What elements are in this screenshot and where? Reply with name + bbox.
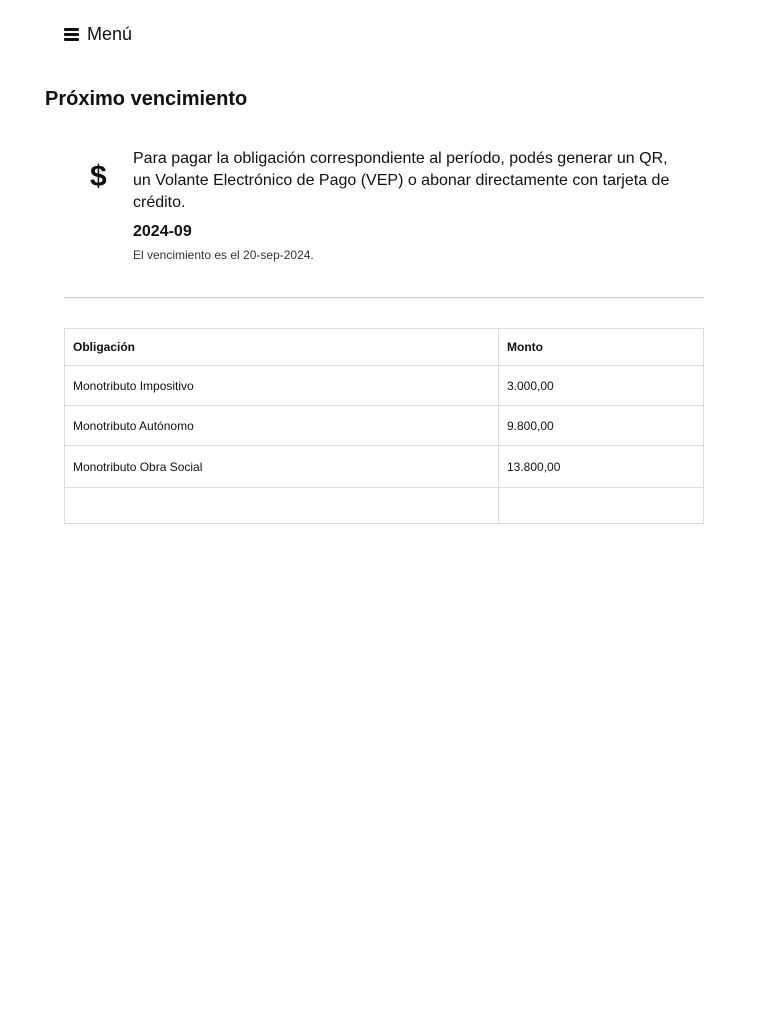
- table-row: [65, 366, 704, 406]
- table-row: [65, 406, 704, 446]
- due-date-text: El vencimiento es el 20-sep-2024.: [133, 248, 314, 262]
- page-title: Próximo vencimiento: [45, 88, 248, 110]
- menu-label: Menú: [87, 23, 133, 44]
- column-header-obligacion: Obligación: [65, 329, 499, 366]
- menu-button[interactable]: [64, 22, 132, 46]
- amount-cell: 13.800,00: [499, 446, 704, 488]
- obligation-cell: Monotributo Obra Social: [65, 446, 499, 488]
- obligations-table: [64, 328, 704, 524]
- amount-cell: 3.000,00: [499, 366, 704, 406]
- table-row: [65, 446, 704, 488]
- payment-info-text: [133, 148, 670, 263]
- table-row-empty: [65, 488, 704, 524]
- amount-cell: 9.800,00: [499, 406, 704, 446]
- amount-cell: [499, 488, 704, 524]
- obligation-cell: Monotributo Autónomo: [65, 406, 499, 446]
- payment-info-block: [90, 148, 670, 263]
- hamburger-menu-icon: [64, 28, 79, 40]
- obligation-cell: Monotributo Impositivo: [65, 366, 499, 406]
- column-header-monto: Monto: [499, 329, 704, 366]
- dollar-icon: $: [90, 160, 107, 193]
- table-header-row: [65, 329, 704, 366]
- payment-description: Para pagar la obligación correspondiente al período, podés generar un QR, un Volante Electrónico de Pago (VEP) o abonar directamente con tarjeta de crédito.: [133, 150, 670, 211]
- period-label: 2024-09: [133, 223, 192, 240]
- obligation-cell: [65, 488, 499, 524]
- divider: [64, 297, 704, 298]
